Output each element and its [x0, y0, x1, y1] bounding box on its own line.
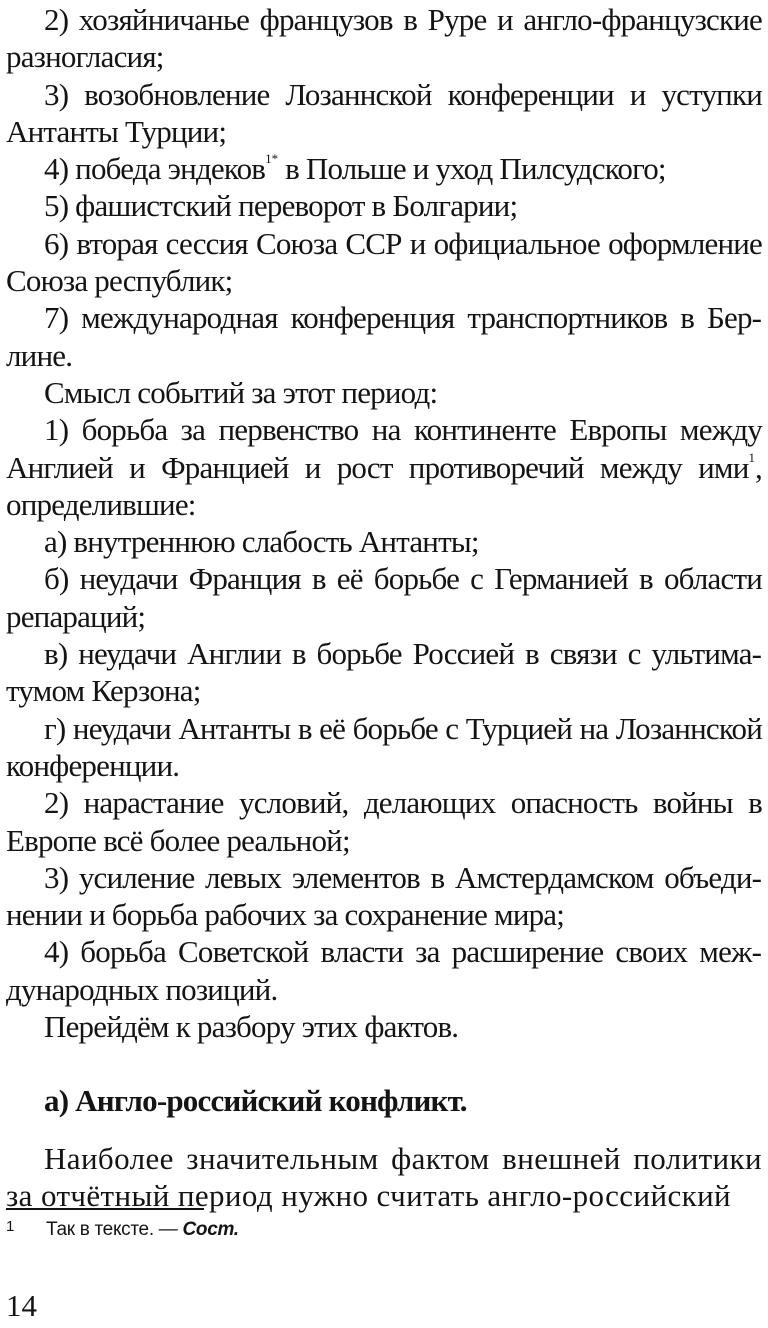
footnote-reference: 1 [748, 449, 756, 465]
section-heading: а) Англо-российский конфликт. [44, 1083, 467, 1119]
list-item: 7) международная конференция транспортников в Берлине. [6, 300, 762, 373]
footnote-text: Так в тексте. — [46, 1219, 183, 1240]
paragraph-text: , определившие: [6, 449, 762, 522]
body-text [6, 0, 762, 1214]
list-item: б) неудачи Франция в её борьбе с Германией в области репараций; [6, 561, 762, 634]
list-item [6, 150, 762, 187]
list-item: в) неудачи Англии в борьбе Россией в связи с ультиматумом Керзона; [6, 636, 762, 709]
list-item [6, 411, 762, 523]
footnote [6, 1216, 239, 1241]
paragraph-text: 4) победа эндеков [44, 151, 266, 187]
paragraph-text: в Польше и уход Пилсудского; [278, 151, 666, 187]
book-page [6, 0, 762, 1328]
paragraph: Перейдём к разбору этих фактов. [44, 1009, 459, 1045]
list-item: 6) вторая сессия Союза ССР и официальное оформление Союза республик; [6, 225, 762, 299]
list-item: а) внутреннюю слабость Антанты; [44, 524, 479, 560]
list-item: 4) борьба Советской власти за расширение своих международных позиций. [6, 934, 762, 1007]
list-item: 3) возобновление Лозаннской конференции и уступки Антанты Турции; [6, 76, 762, 149]
footnote-reference: 1* [265, 151, 279, 167]
paragraph: Наиболее значительным фактом внешней политики за отчётный период нужно считать англо-российский [6, 1140, 762, 1213]
list-item: 2) нарастание условий, делающих опасность войны в Европе всё более реальной; [6, 785, 762, 858]
paragraph: Смысл событий за этот период: [44, 374, 438, 410]
footnote-number: 1 [6, 1218, 15, 1235]
list-item: г) неудачи Антанты в её борьбе с Турцией на Лозаннской конференции. [6, 710, 762, 783]
page-number: 14 [6, 1288, 37, 1323]
list-item: 3) усиление левых элементов в Амстердамском объединении и борьба рабочих за сохранение мира; [6, 859, 762, 933]
list-item: 2) хозяйничанье французов в Руре и англо-французские разногласия; [6, 2, 762, 75]
paragraph-text: 1) борьба за первенство на континенте Европы между Англией и Францией и рост противоречий между ими [6, 412, 762, 485]
footnote-editor: Сост. [182, 1219, 239, 1240]
footnote-divider [6, 1208, 204, 1210]
list-item: 5) фашистский переворот в Болгарии; [44, 188, 518, 224]
